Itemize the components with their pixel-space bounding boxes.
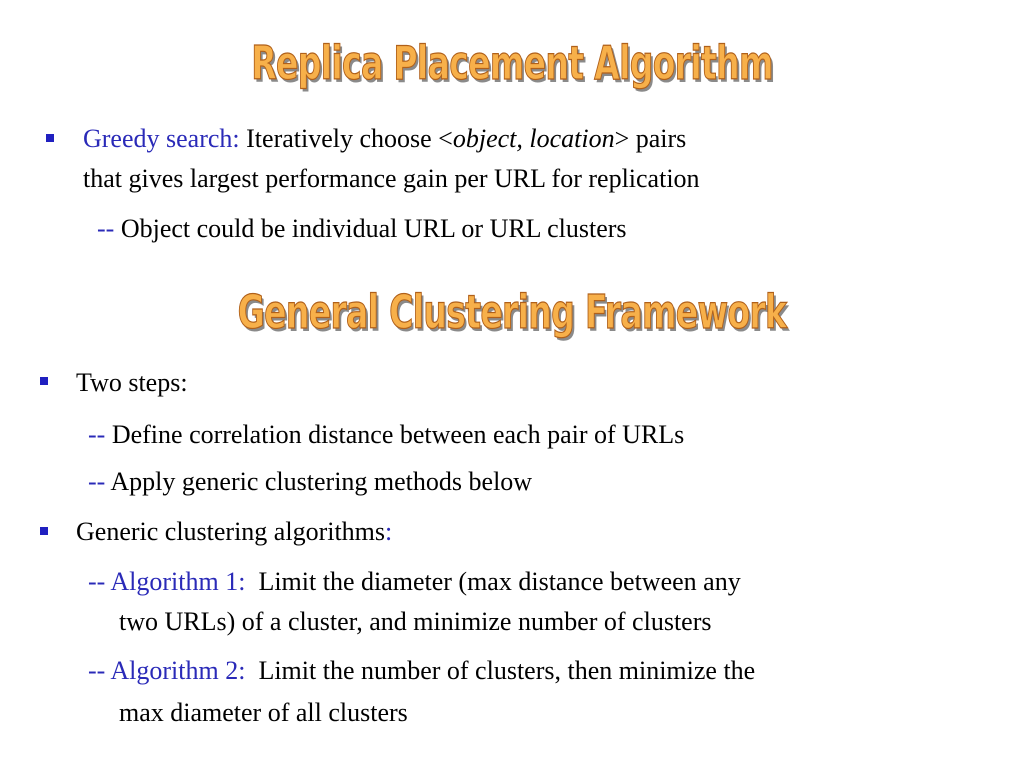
algorithm-2-text: Limit the number of clusters, then minimize the bbox=[245, 656, 756, 685]
generic-algorithms-colon: : bbox=[385, 517, 393, 546]
algorithm-1-text: Limit the diameter (max distance between any bbox=[245, 567, 741, 596]
algorithm-2-line-1 bbox=[88, 655, 755, 687]
algorithm-1-line-2: two URLs) of a cluster, and minimize number of clusters bbox=[119, 607, 712, 636]
object-sub-line bbox=[97, 213, 627, 245]
algorithm-1-line-1 bbox=[88, 566, 741, 598]
apply-generic-dash: -- bbox=[88, 467, 106, 496]
define-correlation-dash: -- bbox=[88, 420, 106, 449]
algorithm-2-label: -- Algorithm 2: bbox=[88, 656, 246, 685]
object-location-italic: object, location bbox=[452, 124, 615, 153]
greedy-search-line-1 bbox=[83, 123, 686, 155]
greedy-search-text-b: > pairs bbox=[614, 124, 687, 153]
generic-algorithms-text: Generic clustering algorithms bbox=[76, 517, 386, 546]
define-correlation-line bbox=[88, 419, 684, 451]
bullet-marker bbox=[46, 134, 54, 142]
apply-generic-text: Apply generic clustering methods below bbox=[105, 467, 533, 496]
heading-general-clustering: General Clustering Framework bbox=[237, 285, 787, 339]
bullet-marker bbox=[40, 527, 48, 535]
object-sub-text: Object could be individual URL or URL clusters bbox=[114, 214, 627, 243]
define-correlation-text: Define correlation distance between each pair of URLs bbox=[105, 420, 685, 449]
generic-algorithms-line bbox=[76, 516, 392, 548]
two-steps-line: Two steps: bbox=[76, 368, 188, 397]
bullet-marker bbox=[40, 377, 48, 385]
algorithm-1-label: -- Algorithm 1: bbox=[88, 567, 246, 596]
apply-generic-line bbox=[88, 466, 532, 498]
algorithm-2-line-2: max diameter of all clusters bbox=[119, 698, 408, 727]
greedy-search-label: Greedy search: bbox=[83, 124, 240, 153]
heading-replica-placement: Replica Placement Algorithm bbox=[251, 36, 773, 90]
greedy-search-line-2: that gives largest performance gain per URL for replication bbox=[83, 164, 700, 193]
object-sub-dash: -- bbox=[97, 214, 115, 243]
greedy-search-text-a: Iteratively choose < bbox=[239, 124, 453, 153]
